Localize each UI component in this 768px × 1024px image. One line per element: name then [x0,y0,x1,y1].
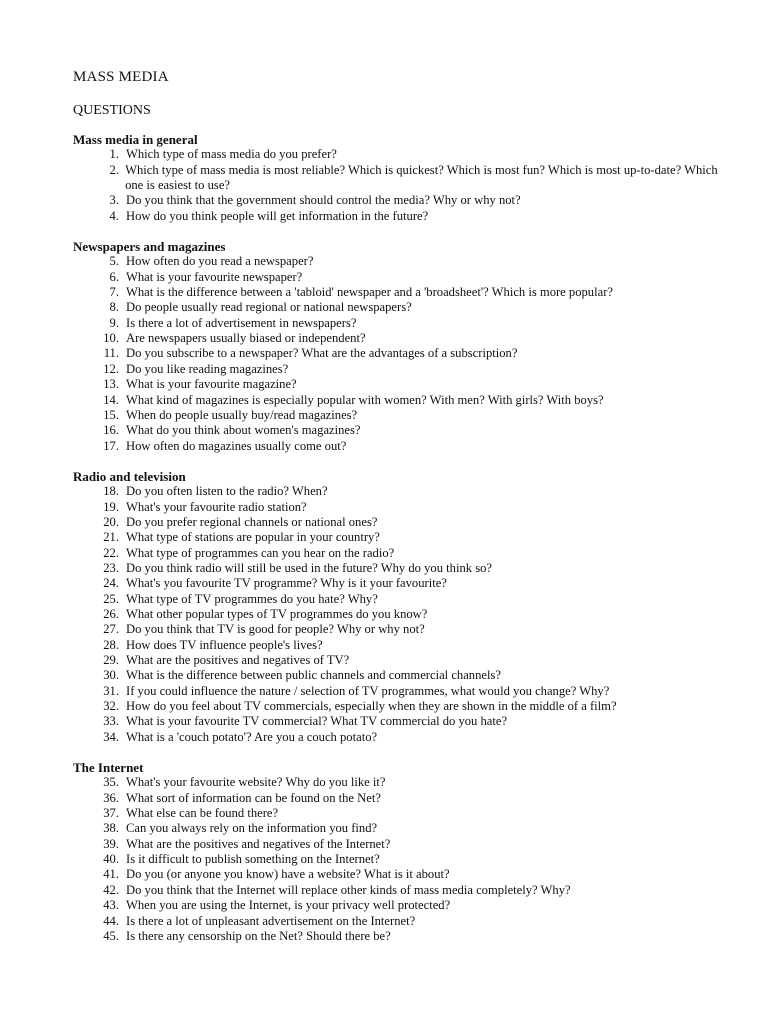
question-text: What do you think about women's magazines? [126,423,361,438]
question-item [73,714,733,729]
question-text: Do you (or anyone you know) have a website? What is it about? [126,867,450,882]
question-number: 34. [103,729,119,744]
question-number: 13. [103,377,119,392]
question-item [73,929,733,944]
question-item [73,484,733,499]
question-number: 14. [103,392,119,407]
question-number: 3. [109,193,119,208]
question-number: 32. [103,699,119,714]
question-item [73,791,733,806]
question-text: Which type of mass media is most reliable? Which is quickest? Which is most fun? Which is most up-to-date? Which one is easiest to use? [125,162,718,193]
question-text: Do you think radio will still be used in the future? Why do you think so? [126,560,492,575]
question-text: What is your favourite magazine? [126,377,297,392]
question-number: 28. [103,637,119,652]
question-item [73,653,733,668]
question-item [73,408,733,423]
question-text: What kind of magazines is especially popular with women? With men? With girls? With boys? [126,392,604,407]
question-item [73,883,733,898]
question-text: What are the positives and negatives of TV? [126,653,350,667]
question-item [73,254,733,269]
question-item [73,147,733,162]
question-item [73,898,733,913]
question-item [73,867,733,882]
section-mass-media-general [73,132,733,224]
question-item [73,377,733,392]
section-newspapers-magazines [73,239,733,454]
question-number: 45. [103,928,119,943]
question-number: 39. [103,836,119,851]
question-text: What is a 'couch potato'? Are you a couch potato? [126,729,378,744]
question-text: Do people usually read regional or national newspapers? [126,300,412,315]
question-number: 18. [103,484,119,499]
question-number: 27. [103,622,119,637]
question-item [73,914,733,929]
question-text: What are the positives and negatives of the Internet? [126,836,391,851]
question-item [73,316,733,331]
question-text: When you are using the Internet, is your privacy well protected? [126,898,451,913]
question-item [73,775,733,790]
question-text: Is there any censorship on the Net? Should there be? [126,928,391,943]
question-number: 10. [103,331,119,346]
question-text: If you could influence the nature / selection of TV programmes, what would you change? Why? [126,683,610,698]
question-item [73,561,733,576]
question-number: 31. [103,683,119,698]
question-text: Do you think that TV is good for people? Why or why not? [126,622,425,637]
question-item [73,423,733,438]
question-text: Do you think that the Internet will replace other kinds of mass media completely? Why? [126,882,571,897]
question-item [73,837,733,852]
question-item [73,346,733,361]
question-text: Do you often listen to the radio? When? [126,484,328,499]
question-text: How often do magazines usually come out? [126,438,347,453]
question-number: 15. [103,407,119,422]
question-item [73,638,733,653]
question-text: Is it difficult to publish something on the Internet? [126,852,380,867]
question-text: What is the difference between public channels and commercial channels? [126,668,501,683]
section-heading: The Internet [73,760,144,776]
question-text: Do you subscribe to a newspaper? What are the advantages of a subscription? [126,346,518,361]
question-item [73,699,733,714]
question-item [73,285,733,300]
question-item [73,300,733,315]
question-text: Is there a lot of unpleasant advertisement on the Internet? [126,913,416,928]
question-text: What other popular types of TV programmes do you know? [126,606,428,621]
question-item [73,730,733,745]
question-number: 41. [103,867,119,882]
question-number: 38. [103,821,119,836]
question-item [73,439,733,454]
question-list [73,484,733,745]
question-number: 11. [103,346,119,361]
question-text: What is the difference between a 'tabloid' newspaper and a 'broadsheet'? Which is more popular? [126,285,613,300]
question-text: What type of TV programmes do you hate? Why? [126,591,378,606]
question-list [73,775,733,944]
question-text: How often do you read a newspaper? [126,254,314,269]
question-number: 29. [103,653,119,667]
question-text: Is there a lot of advertisement in newspapers? [126,315,357,330]
question-number: 12. [103,361,119,376]
question-number: 6. [109,269,119,284]
section-heading: Radio and television [73,468,186,484]
question-number: 22. [103,545,119,560]
question-number: 30. [103,668,119,683]
question-number: 17. [103,438,119,453]
question-item [73,193,733,208]
question-number: 37. [103,806,119,821]
question-text: What else can be found there? [126,806,279,821]
question-text: Do you prefer regional channels or national ones? [126,514,378,529]
question-item [73,270,733,285]
question-number: 5. [109,254,119,269]
question-text: What type of programmes can you hear on the radio? [126,545,395,560]
question-text: Which type of mass media do you prefer? [126,147,337,162]
question-list [73,147,733,224]
question-text: What's your favourite radio station? [126,499,307,514]
question-number: 9. [109,315,119,330]
question-number: 40. [103,852,119,867]
question-text: Are newspapers usually biased or independent? [126,331,366,346]
question-number: 24. [103,576,119,591]
section-internet [73,760,733,944]
question-number: 23. [103,560,119,575]
question-number: 2. [109,162,119,177]
question-number: 8. [109,300,119,315]
question-item [73,684,733,699]
question-item [73,530,733,545]
question-item [73,163,733,194]
question-text: What type of stations are popular in your country? [126,530,380,545]
question-number: 16. [103,423,119,438]
question-text: Can you always rely on the information you find? [126,821,378,836]
question-item [73,622,733,637]
question-number: 36. [103,790,119,805]
question-number: 4. [109,208,119,223]
question-item [73,852,733,867]
section-heading: Newspapers and magazines [73,239,226,255]
question-item [73,331,733,346]
document-title: MASS MEDIA [73,69,169,85]
question-item [73,576,733,591]
question-item [73,607,733,622]
question-list [73,254,733,453]
question-item [73,806,733,821]
question-text: How do you think people will get information in the future? [126,208,429,223]
question-item [73,515,733,530]
question-text: Do you think that the government should control the media? Why or why not? [126,193,521,208]
question-number: 1. [109,147,119,162]
question-item [73,592,733,607]
question-text: What's you favourite TV programme? Why is it your favourite? [126,576,447,591]
question-text: What sort of information can be found on the Net? [126,790,381,805]
question-text: What is your favourite newspaper? [126,269,303,284]
question-number: 44. [103,913,119,928]
question-number: 19. [103,499,119,514]
section-heading: Mass media in general [73,132,198,147]
question-item [73,500,733,515]
question-number: 7. [109,285,119,300]
question-item [73,393,733,408]
question-text: How do you feel about TV commercials, especially when they are shown in the middle of a film? [126,699,617,714]
question-item [73,209,733,224]
question-item [73,362,733,377]
question-text: Do you like reading magazines? [126,361,289,376]
question-text: What is your favourite TV commercial? What TV commercial do you hate? [126,714,508,729]
question-number: 42. [103,882,119,897]
question-text: When do people usually buy/read magazines? [126,407,358,422]
question-number: 35. [103,775,119,790]
question-item [73,546,733,561]
question-item [73,668,733,683]
question-item [73,821,733,836]
document-subtitle: QUESTIONS [73,103,151,118]
question-number: 25. [103,591,119,606]
section-radio-television [73,469,733,745]
question-text: What's your favourite website? Why do you like it? [126,775,386,790]
question-number: 20. [103,514,119,529]
document-page [73,68,733,959]
question-number: 43. [103,898,119,913]
question-number: 21. [103,530,119,545]
question-number: 26. [103,606,119,621]
question-text: How does TV influence people's lives? [126,637,323,652]
question-number: 33. [103,714,119,729]
